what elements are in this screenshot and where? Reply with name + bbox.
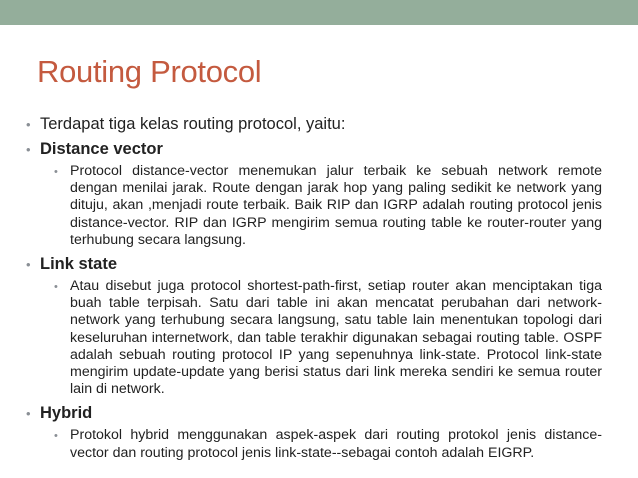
sub-bullet-distance-vector-text: Protocol distance-vector menemukan jalur terbaik ke sebuah network remote dengan menilai jarak. Route dengan jarak hop yang paling sedikit ke network yang dituju, akan ,menjadi route terbaik. Baik RIP dan IGRP adalah routing protocol jenis distance-vector. RIP dan IGRP mengirim semua routing table ke router-router yang terhubung secara langsung.: [70, 163, 602, 248]
sub-bullet-hybrid: [54, 427, 602, 461]
bullet-hybrid-heading: Hybrid: [40, 404, 93, 423]
sub-bullet-dot-icon: •: [54, 281, 58, 294]
bullet-dot-icon: •: [26, 142, 31, 157]
bullet-link-state-heading: Link state: [40, 255, 118, 274]
bullet-distance-vector-heading: Distance vector: [40, 140, 163, 158]
bullet-hybrid: [26, 402, 606, 424]
sub-bullet-link-state-text: Atau disebut juga protocol shortest-path-first, setiap router akan menciptakan tiga buah table terpisah. Satu dari table ini akan mencatat perubahan dari network-network yang terhubung secara langsung, satu table lain menentukan topologi dari keseluruhan internetwork, dan table terakhir digunakan sebagai routing table. OSPF adalah sebuah routing protocol IP yang sepenuhnya link-state. Protocol link-state mengirim update-update yang berisi status dari link mereka sendiri ke semua router lain di network.: [70, 278, 602, 398]
bullet-dot-icon: •: [26, 406, 31, 422]
sub-bullet-dot-icon: •: [54, 430, 58, 443]
sub-bullet-distance-vector: [54, 163, 602, 249]
sub-bullet-dot-icon: •: [54, 166, 58, 178]
sub-bullet-link-state: [54, 278, 602, 398]
bullet-intro-text: Terdapat tiga kelas routing protocol, yaitu:: [40, 115, 346, 133]
top-color-band: [0, 0, 638, 25]
slide-title: Routing Protocol: [37, 54, 262, 89]
bullet-dot-icon: •: [26, 257, 31, 273]
bullet-distance-vector: [26, 138, 606, 160]
bullet-intro: [26, 113, 606, 135]
sub-bullet-hybrid-text: Protokol hybrid menggunakan aspek-aspek dari routing protokol jenis distance-vector dan routing protocol jenis link-state--sebagai contoh adalah EIGRP.: [70, 427, 602, 461]
slide-content: [26, 113, 606, 466]
bullet-link-state: [26, 253, 606, 275]
bullet-dot-icon: •: [26, 117, 31, 132]
